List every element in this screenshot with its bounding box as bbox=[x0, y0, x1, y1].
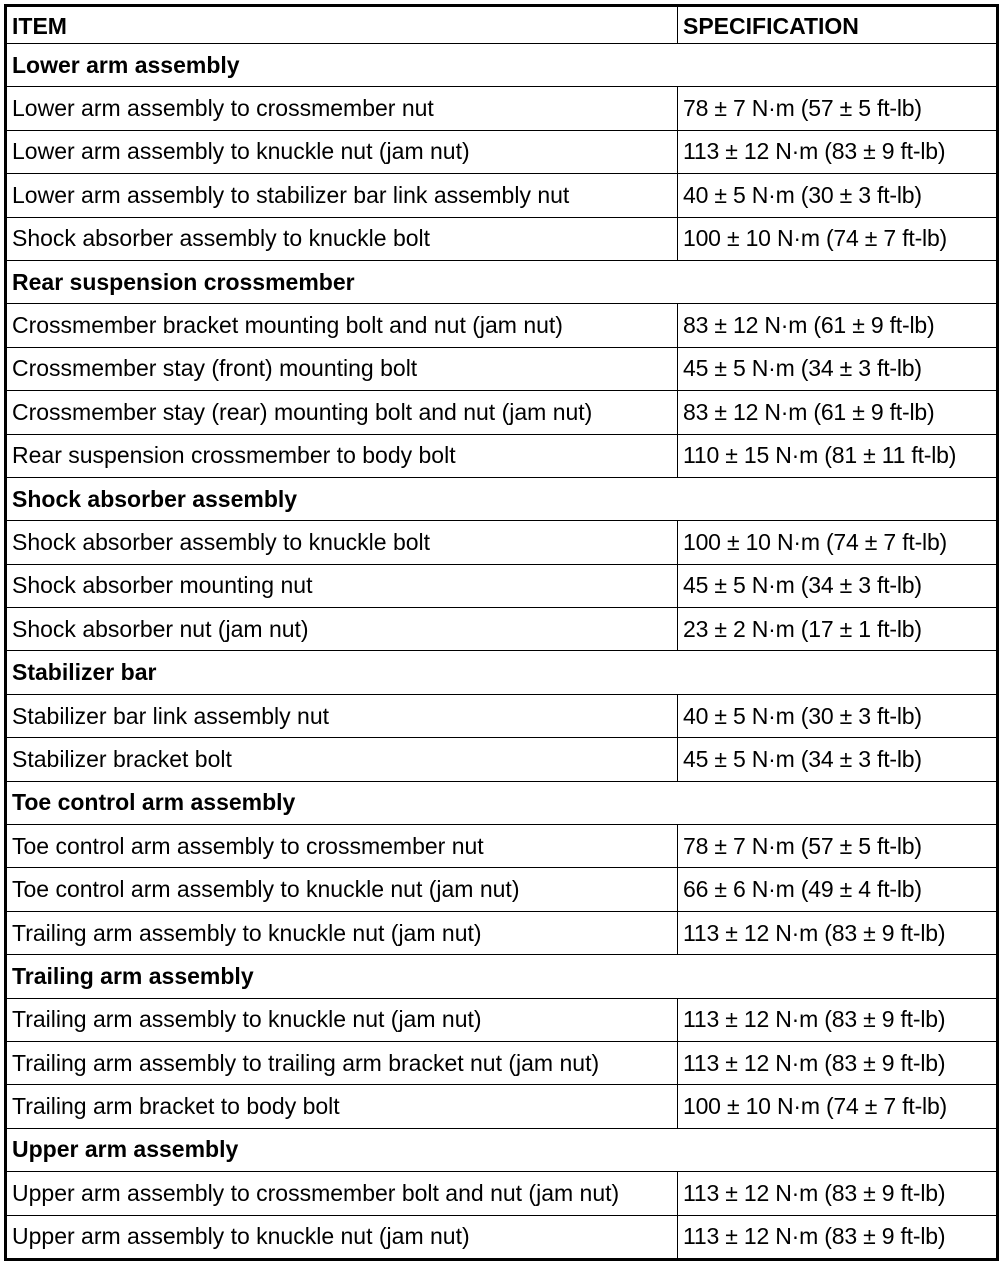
specification-cell: 113 ± 12 N·m (83 ± 9 ft-lb) bbox=[678, 998, 998, 1041]
section-header-row bbox=[6, 1128, 998, 1171]
column-header-item: ITEM bbox=[6, 6, 678, 44]
item-cell: Trailing arm assembly to trailing arm bracket nut (jam nut) bbox=[6, 1041, 678, 1084]
item-cell: Crossmember bracket mounting bolt and nut (jam nut) bbox=[6, 304, 678, 347]
section-title: Rear suspension crossmember bbox=[6, 260, 998, 303]
item-cell: Trailing arm assembly to knuckle nut (jam nut) bbox=[6, 998, 678, 1041]
table-row bbox=[6, 174, 998, 217]
table-row bbox=[6, 217, 998, 260]
item-cell: Lower arm assembly to crossmember nut bbox=[6, 87, 678, 130]
item-cell: Trailing arm assembly to knuckle nut (jam nut) bbox=[6, 911, 678, 954]
item-cell: Toe control arm assembly to crossmember nut bbox=[6, 825, 678, 868]
specification-cell: 113 ± 12 N·m (83 ± 9 ft-lb) bbox=[678, 1041, 998, 1084]
section-title: Stabilizer bar bbox=[6, 651, 998, 694]
item-cell: Lower arm assembly to stabilizer bar link assembly nut bbox=[6, 174, 678, 217]
section-title: Upper arm assembly bbox=[6, 1128, 998, 1171]
specification-cell: 66 ± 6 N·m (49 ± 4 ft-lb) bbox=[678, 868, 998, 911]
section-header-row bbox=[6, 651, 998, 694]
specification-cell: 110 ± 15 N·m (81 ± 11 ft-lb) bbox=[678, 434, 998, 477]
header-row bbox=[6, 6, 998, 44]
table-header bbox=[6, 6, 998, 44]
item-cell: Shock absorber assembly to knuckle bolt bbox=[6, 217, 678, 260]
table-row bbox=[6, 825, 998, 868]
specification-cell: 83 ± 12 N·m (61 ± 9 ft-lb) bbox=[678, 391, 998, 434]
item-cell: Rear suspension crossmember to body bolt bbox=[6, 434, 678, 477]
item-cell: Stabilizer bracket bolt bbox=[6, 738, 678, 781]
table-row bbox=[6, 1215, 998, 1259]
item-cell: Trailing arm bracket to body bolt bbox=[6, 1085, 678, 1128]
table-row bbox=[6, 1085, 998, 1128]
table-row bbox=[6, 868, 998, 911]
specification-cell: 40 ± 5 N·m (30 ± 3 ft-lb) bbox=[678, 174, 998, 217]
table-row bbox=[6, 391, 998, 434]
table-row bbox=[6, 304, 998, 347]
table-body bbox=[6, 44, 998, 1260]
specification-cell: 23 ± 2 N·m (17 ± 1 ft-lb) bbox=[678, 608, 998, 651]
item-cell: Toe control arm assembly to knuckle nut (jam nut) bbox=[6, 868, 678, 911]
table-row bbox=[6, 564, 998, 607]
specification-cell: 45 ± 5 N·m (34 ± 3 ft-lb) bbox=[678, 347, 998, 390]
table-row bbox=[6, 521, 998, 564]
column-header-specification: SPECIFICATION bbox=[678, 6, 998, 44]
table-row bbox=[6, 608, 998, 651]
section-title: Lower arm assembly bbox=[6, 44, 998, 87]
item-cell: Shock absorber mounting nut bbox=[6, 564, 678, 607]
specification-cell: 78 ± 7 N·m (57 ± 5 ft-lb) bbox=[678, 825, 998, 868]
table-row bbox=[6, 911, 998, 954]
table-row bbox=[6, 1172, 998, 1215]
section-title: Toe control arm assembly bbox=[6, 781, 998, 824]
section-header-row bbox=[6, 477, 998, 520]
specification-cell: 40 ± 5 N·m (30 ± 3 ft-lb) bbox=[678, 694, 998, 737]
section-title: Shock absorber assembly bbox=[6, 477, 998, 520]
specification-cell: 45 ± 5 N·m (34 ± 3 ft-lb) bbox=[678, 738, 998, 781]
table-row bbox=[6, 347, 998, 390]
table-row bbox=[6, 694, 998, 737]
item-cell: Stabilizer bar link assembly nut bbox=[6, 694, 678, 737]
specification-cell: 113 ± 12 N·m (83 ± 9 ft-lb) bbox=[678, 1172, 998, 1215]
item-cell: Crossmember stay (rear) mounting bolt and nut (jam nut) bbox=[6, 391, 678, 434]
specification-cell: 113 ± 12 N·m (83 ± 9 ft-lb) bbox=[678, 130, 998, 173]
section-header-row bbox=[6, 781, 998, 824]
table-row bbox=[6, 130, 998, 173]
item-cell: Lower arm assembly to knuckle nut (jam nut) bbox=[6, 130, 678, 173]
table-row bbox=[6, 87, 998, 130]
table-row bbox=[6, 1041, 998, 1084]
item-cell: Crossmember stay (front) mounting bolt bbox=[6, 347, 678, 390]
item-cell: Upper arm assembly to knuckle nut (jam nut) bbox=[6, 1215, 678, 1259]
specification-cell: 100 ± 10 N·m (74 ± 7 ft-lb) bbox=[678, 521, 998, 564]
section-title: Trailing arm assembly bbox=[6, 955, 998, 998]
item-cell: Upper arm assembly to crossmember bolt and nut (jam nut) bbox=[6, 1172, 678, 1215]
specification-cell: 113 ± 12 N·m (83 ± 9 ft-lb) bbox=[678, 911, 998, 954]
specification-cell: 83 ± 12 N·m (61 ± 9 ft-lb) bbox=[678, 304, 998, 347]
specification-cell: 100 ± 10 N·m (74 ± 7 ft-lb) bbox=[678, 217, 998, 260]
item-cell: Shock absorber nut (jam nut) bbox=[6, 608, 678, 651]
table-row bbox=[6, 998, 998, 1041]
table-row bbox=[6, 434, 998, 477]
specification-cell: 100 ± 10 N·m (74 ± 7 ft-lb) bbox=[678, 1085, 998, 1128]
section-header-row bbox=[6, 44, 998, 87]
torque-spec-table bbox=[4, 4, 999, 1261]
specification-cell: 113 ± 12 N·m (83 ± 9 ft-lb) bbox=[678, 1215, 998, 1259]
table-row bbox=[6, 738, 998, 781]
section-header-row bbox=[6, 260, 998, 303]
item-cell: Shock absorber assembly to knuckle bolt bbox=[6, 521, 678, 564]
specification-cell: 78 ± 7 N·m (57 ± 5 ft-lb) bbox=[678, 87, 998, 130]
specification-cell: 45 ± 5 N·m (34 ± 3 ft-lb) bbox=[678, 564, 998, 607]
section-header-row bbox=[6, 955, 998, 998]
